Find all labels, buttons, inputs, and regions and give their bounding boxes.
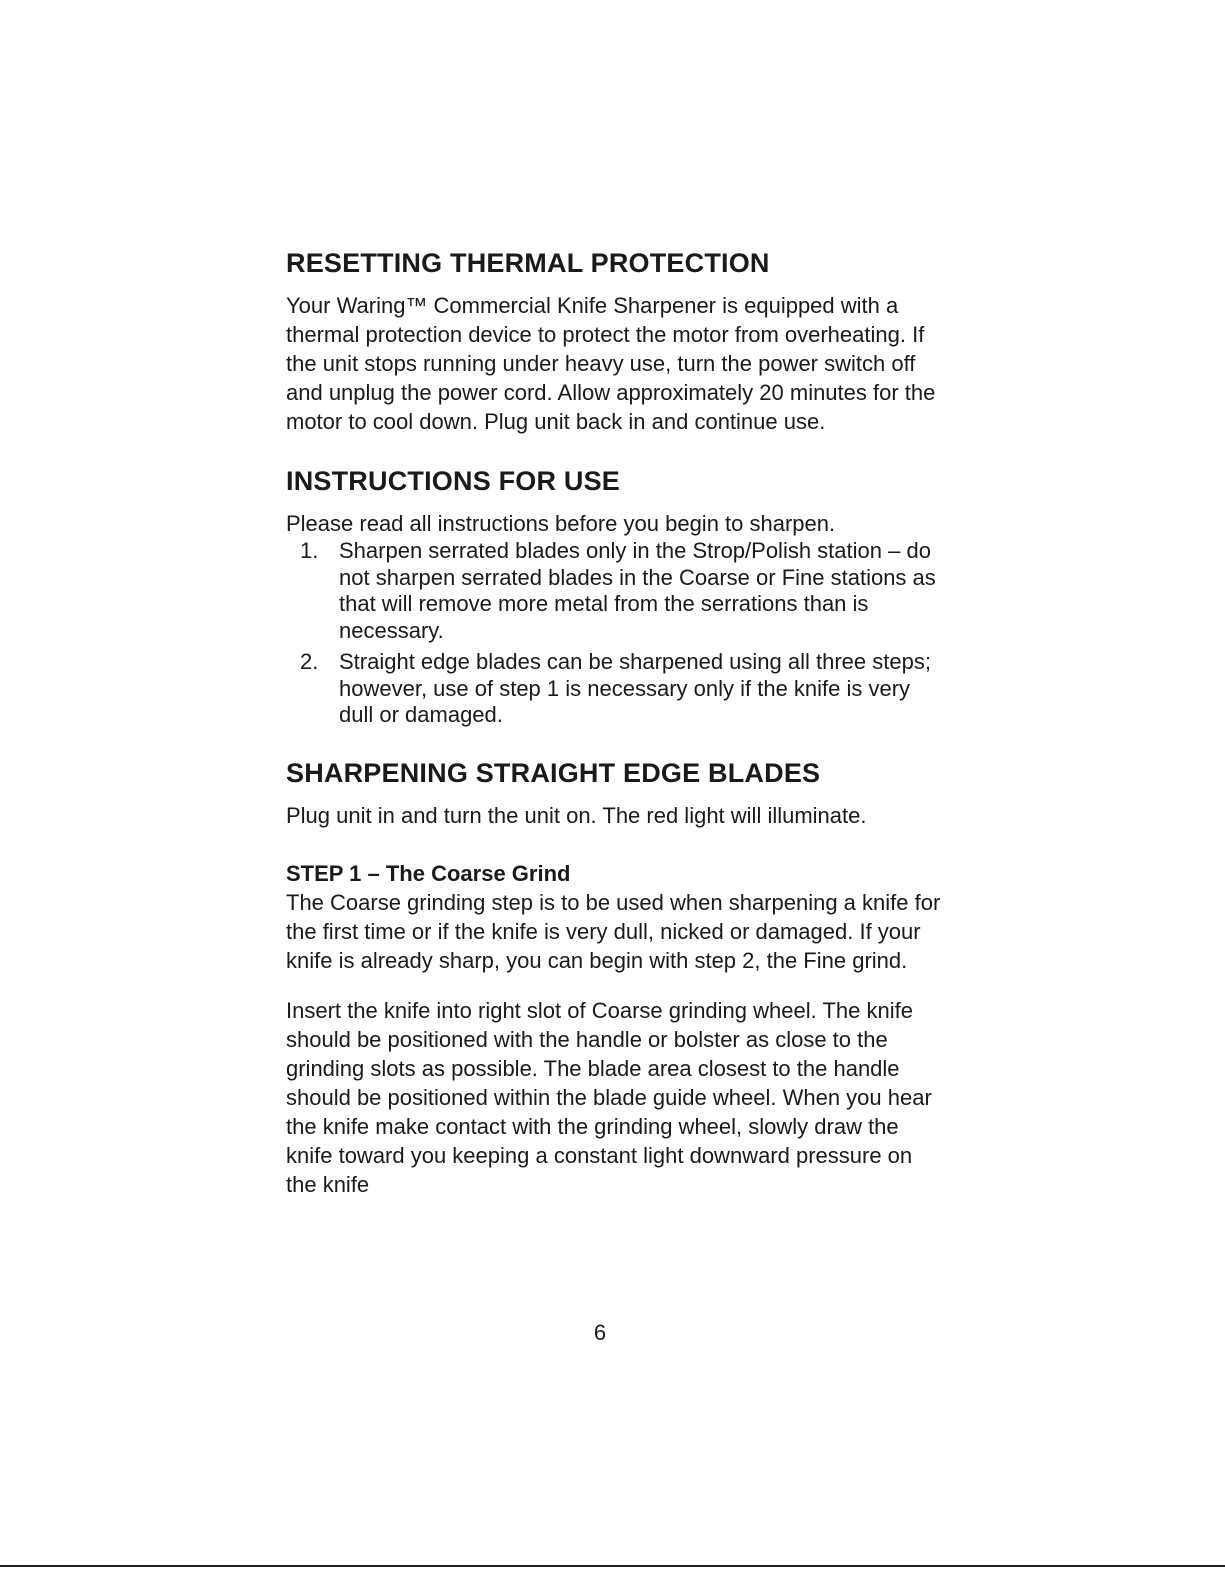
step-1-paragraph: The Coarse grinding step is to be used when sharpening a knife for the first time or if the knife is very dull, nicked or damaged. If your knife is already sharp, you can begin with step 2, the Fine grind. <box>286 889 941 973</box>
list-item-number: 1. <box>300 538 319 563</box>
thermal-protection-text: Your Waring™ Commercial Knife Sharpener is equipped with a thermal protection device to protect the motor from overheating. If the unit stops running under heavy use, turn the power switch off and unplug the power cord. Allow approximately 20 minutes for the motor to cool down. Plug unit back in and continue use. <box>286 293 936 434</box>
straight-edge-text: Plug unit in and turn the unit on. The red light will illuminate. <box>286 802 867 828</box>
page-number: 6 <box>593 1320 607 1345</box>
section-title-thermal-protection: RESETTING THERMAL PROTECTION <box>286 248 770 278</box>
list-item-text: Straight edge blades can be sharpened using all three steps; however, use of step 1 is necessary only if the knife is very dull or damaged. <box>339 649 931 727</box>
list-item <box>286 649 946 729</box>
list-item-number: 2. <box>300 649 319 674</box>
bottom-divider <box>0 1565 1225 1567</box>
list-item-text: Sharpen serrated blades only in the Strop/Polish station – do not sharpen serrated blades in the Coarse or Fine stations as that will remove more metal from the serrations than is necessary. <box>339 538 936 643</box>
manual-page <box>286 247 946 1199</box>
instructions-intro: Please read all instructions before you begin to sharpen. <box>286 511 836 536</box>
instructions-list <box>286 538 946 729</box>
step-1-paragraph-2: Insert the knife into right slot of Coarse grinding wheel. The knife should be positioned with the handle or bolster as close to the grinding slots as possible. The blade area closest to the handle should be positioned within the blade guide wheel. When you hear the knife make contact with the grinding wheel, slowly draw the knife toward you keeping a constant light downward pressure on the knife <box>286 997 932 1197</box>
list-item <box>286 538 946 644</box>
section-title-instructions: INSTRUCTIONS FOR USE <box>286 466 621 496</box>
section-title-straight-edge: SHARPENING STRAIGHT EDGE BLADES <box>286 757 821 788</box>
step-1-heading: STEP 1 – The Coarse Grind <box>286 860 571 886</box>
